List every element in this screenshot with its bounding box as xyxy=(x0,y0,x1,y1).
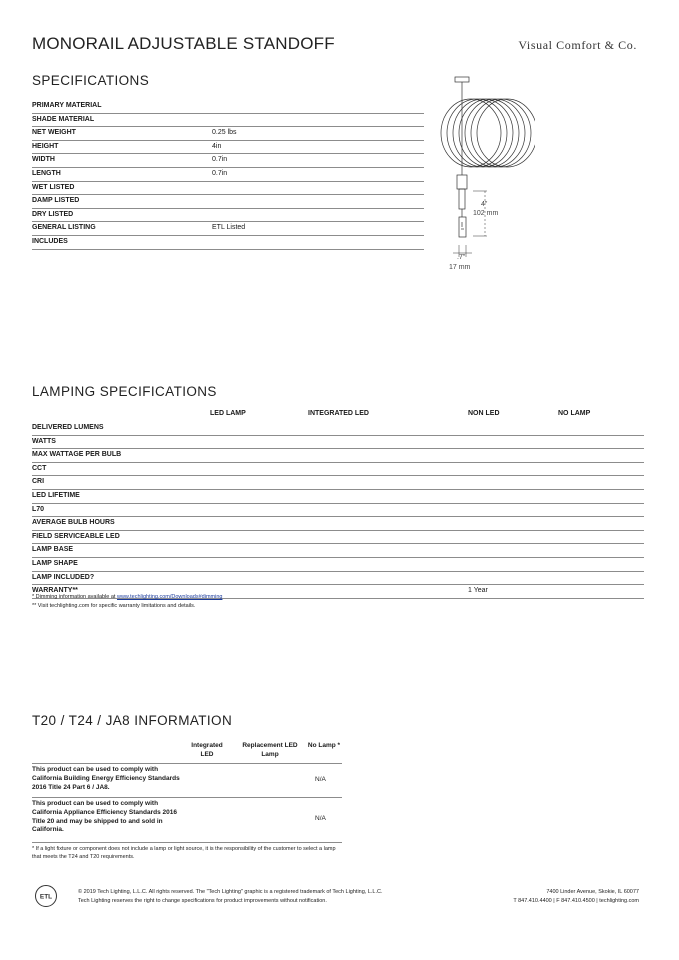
dimming-note: * Dimming information available at www.techlighting.com/Downloads#dimming xyxy=(32,594,223,600)
width-inches-label: .7" xyxy=(457,254,466,261)
copyright-text: © 2019 Tech Lighting, L.L.C. All rights reserved. The "Tech Lighting" graphic is a registered trademark of Tech Lighting, L.L.C. xyxy=(78,889,383,895)
height-inches-label: 4" xyxy=(481,201,488,208)
lamping-heading: LAMPING SPECIFICATIONS xyxy=(32,384,217,399)
column-no-lamp: NO LAMP xyxy=(558,410,591,417)
spec-row: GENERAL LISTING ETL Listed xyxy=(32,222,424,236)
lamping-table xyxy=(32,422,644,599)
spec-row: HEIGHT 4in xyxy=(32,141,424,155)
lamping-row: LAMP INCLUDED? xyxy=(32,572,644,586)
page-title: MONORAIL ADJUSTABLE STANDOFF xyxy=(32,34,335,53)
warranty-note: ** Visit techlighting.com for specific warranty limitations and details. xyxy=(32,603,196,609)
lamping-row: DELIVERED LUMENS xyxy=(32,422,644,436)
spec-row: WET LISTED xyxy=(32,182,424,196)
t20-row: This product can be used to comply with California Appliance Efficiency Standards 2016 Title 20 and may be shipped to and sold in California. N/A xyxy=(32,798,342,843)
height-mm-label: 102 mm xyxy=(473,210,499,217)
lamping-row: LED LIFETIME xyxy=(32,490,644,504)
etl-logo-icon xyxy=(34,884,58,908)
lamping-row: AVERAGE BULB HOURS xyxy=(32,517,644,531)
spec-row: PRIMARY MATERIAL xyxy=(32,100,424,114)
lamping-row: CCT xyxy=(32,463,644,477)
column-integrated-led: INTEGRATED LED xyxy=(308,410,369,417)
column-integrated-led: Integrated LED xyxy=(191,742,223,758)
column-replacement-led-lamp: Replacement LED Lamp xyxy=(242,742,298,758)
lamping-row: LAMP BASE xyxy=(32,544,644,558)
lamping-row: LAMP SHAPE xyxy=(32,558,644,572)
lamping-row: WARRANTY** 1 Year xyxy=(32,585,644,599)
t20-header-row xyxy=(32,739,342,764)
column-non-led: NON LED xyxy=(468,410,500,417)
lamping-column-headers xyxy=(32,410,644,422)
spec-row: DRY LISTED xyxy=(32,209,424,223)
svg-text:ETL: ETL xyxy=(39,893,53,901)
brand-logo-text: Visual Comfort & Co. xyxy=(518,38,637,52)
t20-row: This product can be used to comply with California Building Energy Efficiency Standards 2016 Title 24 Part 6 / JA8. N/A xyxy=(32,764,342,798)
spec-row: INCLUDES xyxy=(32,236,424,250)
lamping-row: L70 xyxy=(32,504,644,518)
spec-row: SHADE MATERIAL xyxy=(32,114,424,128)
t20-table xyxy=(32,739,342,843)
address-text: 7400 Linder Avenue, Skokie, IL 60077 xyxy=(546,889,639,895)
canopy-shape xyxy=(455,77,469,82)
spec-row: NET WEIGHT 0.25 lbs xyxy=(32,127,424,141)
specifications-table xyxy=(32,100,424,250)
lamping-row: WATTS xyxy=(32,436,644,450)
t20-footnote: * If a light fixture or component does not include a lamp or light source, it is the responsibility of the customer to select a lamp that meets the T24 and T20 requirements. xyxy=(32,846,336,860)
contact-text: T 847.410.4400 | F 847.410.4500 | techlighting.com xyxy=(513,898,639,904)
width-mm-label: 17 mm xyxy=(449,264,471,271)
column-led-lamp: LED LAMP xyxy=(210,410,246,417)
specifications-heading: SPECIFICATIONS xyxy=(32,73,150,88)
spec-row: DAMP LISTED xyxy=(32,195,424,209)
rights-text: Tech Lighting reserves the right to change specifications for product improvements without notification. xyxy=(78,898,327,904)
lamping-row: CRI xyxy=(32,476,644,490)
product-dimension-drawing xyxy=(425,75,535,280)
lamping-row: MAX WATTAGE PER BULB xyxy=(32,449,644,463)
column-no-lamp: No Lamp * xyxy=(307,742,341,749)
dimming-info-link[interactable]: www.techlighting.com/Downloads#dimming xyxy=(116,594,223,600)
t20-heading: T20 / T24 / JA8 INFORMATION xyxy=(32,713,233,728)
spec-row: WIDTH 0.7in xyxy=(32,154,424,168)
lamping-row: FIELD SERVICEABLE LED xyxy=(32,531,644,545)
spec-row: LENGTH 0.7in xyxy=(32,168,424,182)
